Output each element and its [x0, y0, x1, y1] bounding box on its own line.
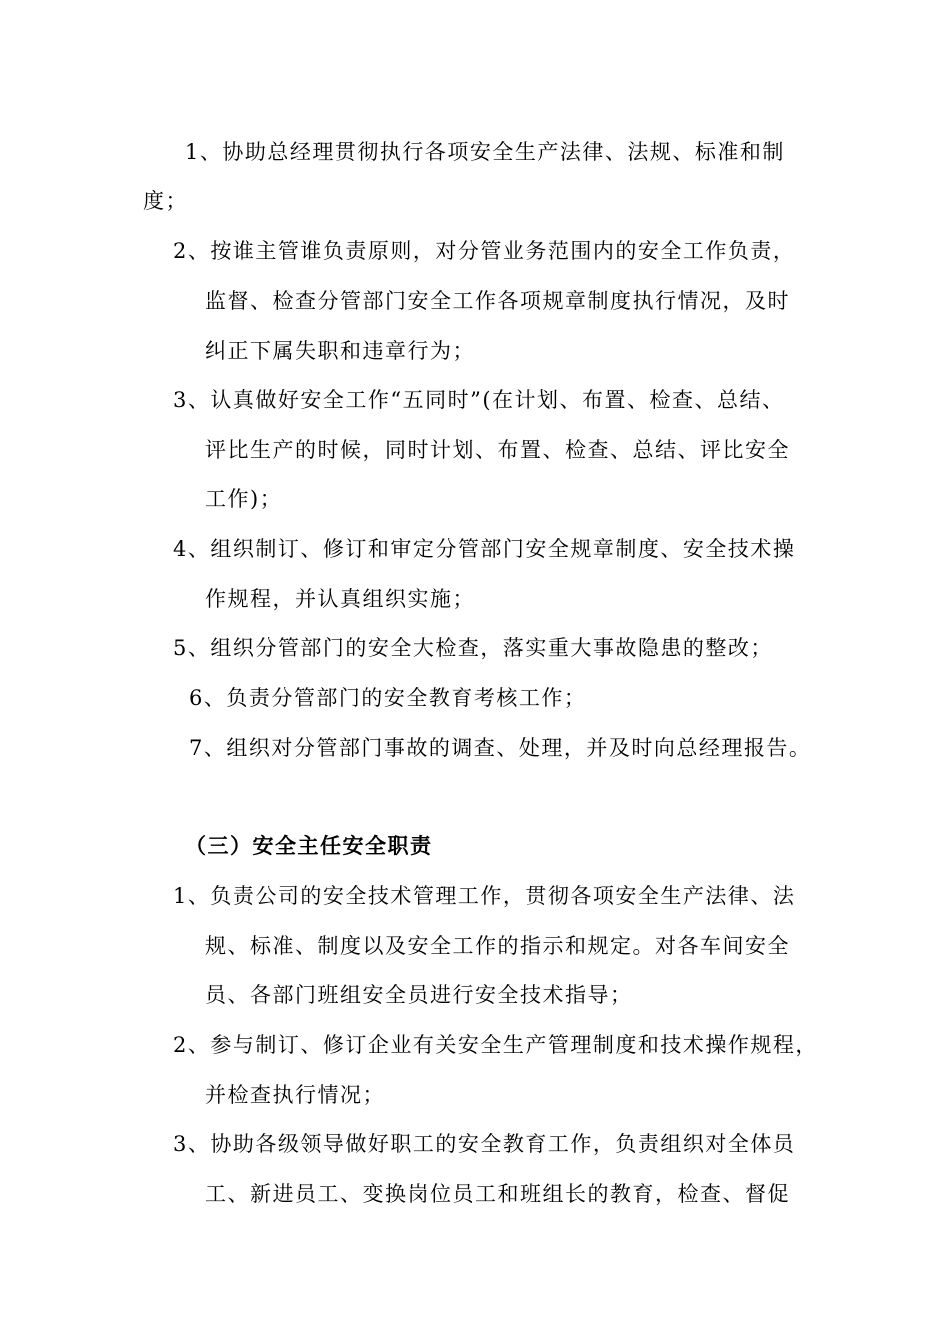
text-line: 4、组织制订、修订和审定分管部门安全规章制度、安全技术操: [173, 537, 796, 561]
text-line: 1、协助总经理贯彻执行各项安全生产法律、法规、标准和制: [185, 140, 785, 164]
text-line: 1、负责公司的安全技术管理工作，贯彻各项安全生产法律、法: [173, 884, 796, 908]
text-line: 3、协助各级领导做好职工的安全教育工作，负责组织对全体员: [173, 1132, 796, 1156]
text-line: 员、各部门班组安全员进行安全技术指导；: [205, 983, 633, 1007]
text-line: 2、参与制订、修订企业有关安全生产管理制度和技术操作规程，: [173, 1033, 818, 1057]
text-line: 并检查执行情况；: [205, 1083, 385, 1107]
text-line: 工作)；: [205, 487, 283, 511]
text-line: 工、新进员工、变换岗位员工和班组长的教育，检查、督促: [205, 1182, 790, 1206]
text-line: 2、按谁主管谁负责原则，对分管业务范围内的安全工作负责，: [173, 239, 796, 263]
text-line: 作规程，并认真组织实施；: [205, 587, 475, 611]
text-line: 7、组织对分管部门事故的调查、处理，并及时向总经理报告。: [189, 736, 812, 760]
section-heading: （三）安全主任安全职责: [185, 833, 433, 858]
text-line: 3、认真做好安全工作“五同时”(在计划、布置、检查、总结、: [173, 388, 785, 412]
text-line: 度；: [143, 189, 188, 213]
text-line: 评比生产的时候，同时计划、布置、检查、总结、评比安全: [205, 438, 790, 462]
text-line: 6、负责分管部门的安全教育考核工作；: [189, 686, 587, 710]
text-line: 纠正下属失职和违章行为；: [205, 339, 475, 363]
text-line: 5、组织分管部门的安全大检查，落实重大事故隐患的整改；: [173, 636, 773, 660]
text-line: 监督、检查分管部门安全工作各项规章制度执行情况，及时: [205, 289, 790, 313]
text-line: 规、标准、制度以及安全工作的指示和规定。对各车间安全: [205, 934, 790, 958]
